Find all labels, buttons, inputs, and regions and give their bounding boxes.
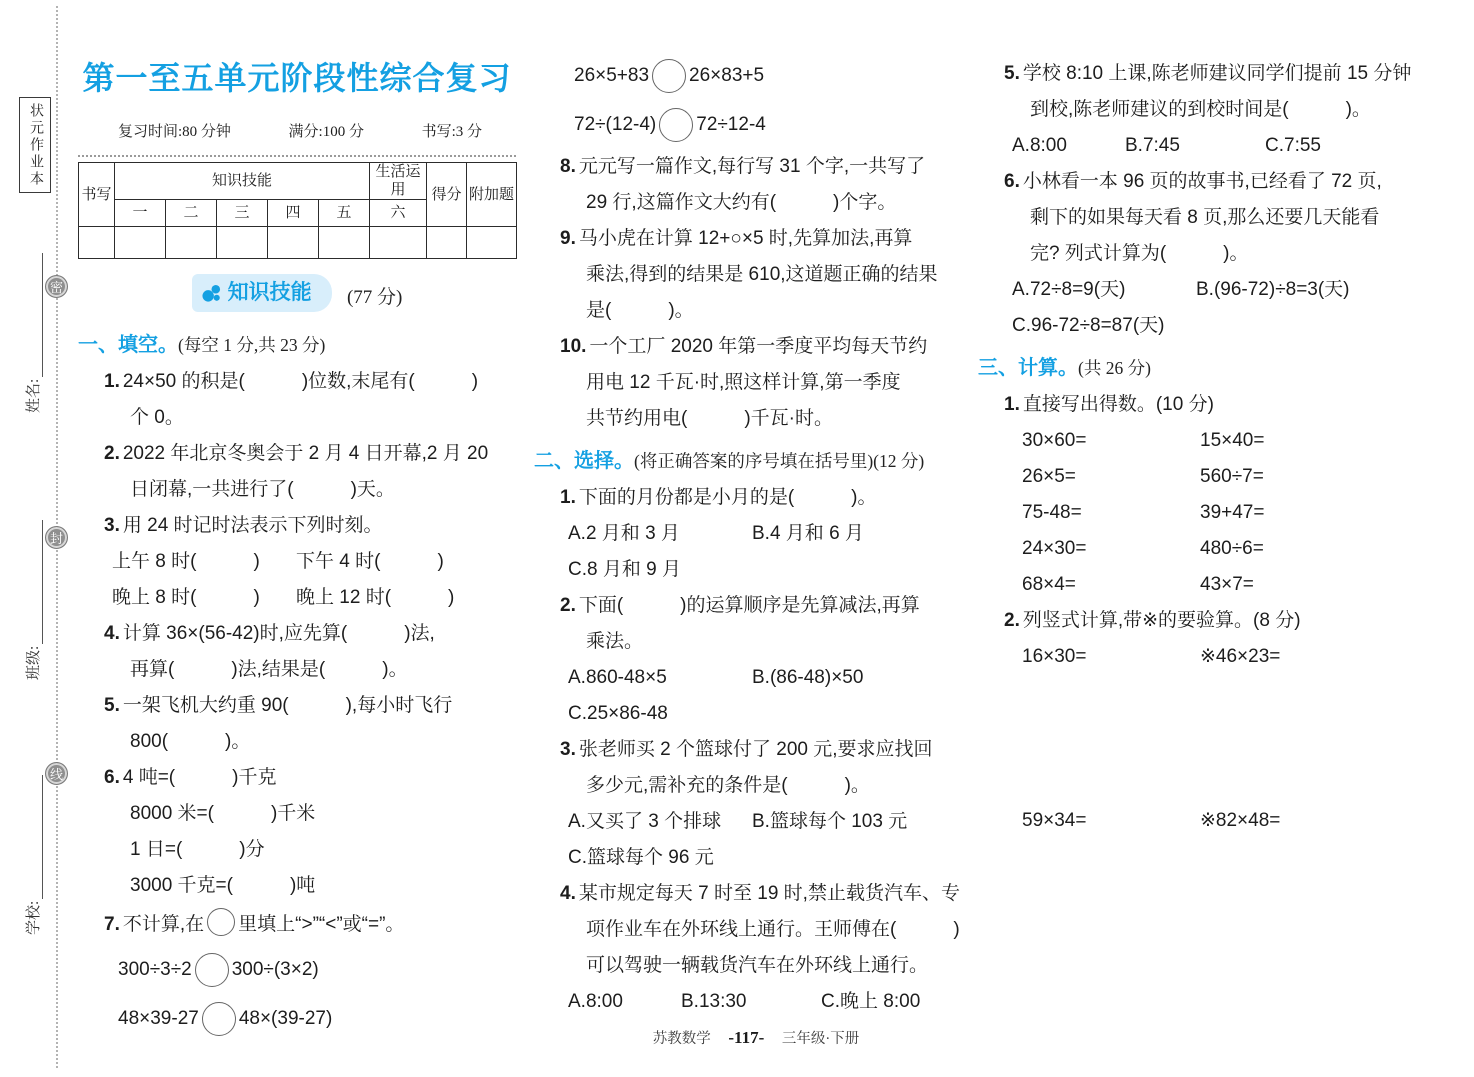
score-table-col4: 四 <box>268 200 319 227</box>
name-field <box>23 253 43 413</box>
score-cell-empty <box>166 227 217 259</box>
option-row <box>534 696 986 732</box>
question-text: 一个工厂 2020 年第一季度平均每天节约 <box>589 336 928 357</box>
question-text: 项作业车在外环线上通行。王师傅在( ) <box>586 919 960 940</box>
expression-right: 300÷(3×2) <box>231 959 319 980</box>
fill-q3-row1 <box>78 544 516 580</box>
question-line <box>78 508 516 544</box>
section-fill-meta: (每空 1 分,共 23 分) <box>178 334 326 355</box>
class-label: 班级: <box>26 645 42 680</box>
math-item: 15×40= <box>1200 430 1265 451</box>
option-b: B.篮球每个 103 元 <box>752 811 908 832</box>
page-title: 第一至五单元阶段性综合复习 <box>82 60 512 96</box>
question-text: 是( )。 <box>586 300 694 321</box>
compare-circle-blank <box>207 908 235 936</box>
question-text: 一架飞机大约重 90( ),每小时飞行 <box>122 694 453 716</box>
score-cell-empty <box>115 227 166 259</box>
option-b: B.4 月和 6 月 <box>752 523 864 544</box>
section-fill-title: 一、填空。 <box>78 333 178 356</box>
question-text: 计算 36×(56-42)时,应先算( )法, <box>122 622 435 644</box>
math-item: 43×7= <box>1200 574 1254 595</box>
question-text: 用电 12 千瓦·时,照这样计算,第一季度 <box>586 372 901 393</box>
question-line <box>534 149 986 185</box>
question-text: 24×50 的积是( )位数,末尾有( ) <box>122 370 479 392</box>
question-text: 张老师买 2 个篮球付了 200 元,要求应找回 <box>578 739 933 760</box>
question-number: 2. <box>560 595 576 616</box>
option-row <box>534 552 986 588</box>
seal-badge-feng: 封 <box>45 526 68 549</box>
expression-left: 48×39-27 <box>118 1008 199 1029</box>
footer-grade: 三年级·下册 <box>781 1031 860 1047</box>
question-number: 1. <box>1004 394 1020 415</box>
score-table-col2: 二 <box>166 200 217 227</box>
vertical-calc-row <box>978 803 1448 839</box>
score-table-col6: 六 <box>370 200 427 227</box>
question-text: 列竖式计算,带※的要验算。(8 分) <box>1022 610 1301 631</box>
question-line <box>534 876 986 912</box>
compare-circle-blank <box>659 108 693 142</box>
section-calc-head <box>978 350 1448 387</box>
question-line <box>534 221 986 257</box>
question-text: 小林看一本 96 页的故事书,已经看了 72 页, <box>1022 171 1382 192</box>
question-text: 多少元,需补充的条件是( )。 <box>586 775 870 796</box>
expression-left: 300÷3÷2 <box>118 959 192 980</box>
option-c: C.晚上 8:00 <box>821 991 921 1012</box>
question-line <box>978 92 1448 128</box>
score-cell-empty <box>467 227 517 259</box>
option-b: B.13:30 <box>681 991 747 1012</box>
question-line <box>78 868 516 904</box>
compare-circle-blank <box>195 953 229 987</box>
question-line <box>534 257 986 293</box>
brand-box: 状元作业本 <box>19 97 51 193</box>
question-text: 29 行,这篇作文大约有( )个字。 <box>586 192 897 213</box>
option-c: C.8 月和 9 月 <box>568 559 681 580</box>
question-text: 直接写出得数。(10 分) <box>1022 394 1214 415</box>
question-text: 下面( )的运算顺序是先算减法,再算 <box>578 595 920 616</box>
question-text: 元元写一篇作文,每行写 31 个字,一共写了 <box>578 156 926 177</box>
class-blank-line <box>42 520 43 644</box>
column-1 <box>78 58 516 1044</box>
question-line <box>534 768 986 804</box>
option-row <box>978 308 1448 344</box>
knowledge-skill-badge <box>192 274 332 312</box>
option-row <box>534 660 986 696</box>
expression-right: 48×(39-27) <box>238 1008 333 1029</box>
question-line <box>534 365 986 401</box>
question-text: 2022 年北京冬奥会于 2 月 4 日开幕,2 月 20 <box>122 442 489 464</box>
option-a: A.8:00 <box>568 991 623 1012</box>
question-text: 3000 千克=( )吨 <box>130 874 316 896</box>
math-item: 75-48= <box>1022 502 1082 523</box>
section-choice-head <box>534 443 986 480</box>
math-item: 30×60= <box>1022 430 1087 451</box>
school-blank-line <box>42 775 43 899</box>
score-table-life: 生活运用 <box>370 163 427 200</box>
question-text: 可以驾驶一辆载货汽车在外环线上通行。 <box>586 955 929 976</box>
question-number: 5. <box>1004 63 1020 84</box>
compare-circle-blank <box>652 59 686 93</box>
badge-score: (77 分) <box>346 286 403 308</box>
question-line <box>78 364 516 400</box>
math-item: 16×30= <box>1022 646 1087 667</box>
option-c: C.25×86-48 <box>568 703 668 724</box>
score-cell-empty <box>319 227 370 259</box>
name-label: 姓名: <box>26 378 42 413</box>
question-line <box>78 436 516 472</box>
score-table-col5: 五 <box>319 200 370 227</box>
section-badge-row <box>78 274 516 315</box>
compare-row <box>534 51 986 100</box>
question-number: 6. <box>104 766 120 788</box>
question-text: 不计算,在 <box>122 913 205 935</box>
question-line <box>534 624 986 660</box>
page-footer <box>526 1027 986 1050</box>
question-text: 马小虎在计算 12+○×5 时,先算加法,再算 <box>578 228 913 249</box>
fill-blank-item: 下午 4 时( ) <box>296 550 444 572</box>
option-b: B.(86-48)×50 <box>752 667 864 688</box>
question-text: 乘法,得到的结果是 610,这道题正确的结果 <box>586 264 938 285</box>
question-line <box>78 616 516 652</box>
question-line <box>534 912 986 948</box>
question-text: 剩下的如果每天看 8 页,那么还要几天能看 <box>1030 207 1380 228</box>
question-line <box>534 329 986 365</box>
math-item: ※46×23= <box>1200 646 1281 667</box>
question-line <box>534 293 986 329</box>
question-text: 日闭幕,一共进行了( )天。 <box>130 478 395 500</box>
question-number: 5. <box>104 694 120 716</box>
question-text: 再算( )法,结果是( )。 <box>130 658 408 680</box>
option-row <box>534 804 986 840</box>
option-b: B.(96-72)÷8=3(天) <box>1196 279 1350 300</box>
question-line <box>534 401 986 437</box>
question-line <box>78 796 516 832</box>
question-number: 7. <box>104 913 120 935</box>
compare-row <box>534 100 986 149</box>
question-text: 学校 8:10 上课,陈老师建议同学们提前 15 分钟 <box>1022 63 1412 84</box>
school-field <box>23 775 43 935</box>
question-text: 到校,陈老师建议的到校时间是( )。 <box>1030 99 1371 120</box>
option-c: C.篮球每个 96 元 <box>568 847 714 868</box>
question-number: 2. <box>104 442 120 464</box>
dots-cluster-icon <box>202 284 221 303</box>
math-item: 39+47= <box>1200 502 1265 523</box>
math-item: ※82×48= <box>1200 810 1281 831</box>
expression-right: 26×83+5 <box>689 64 765 86</box>
question-line <box>78 472 516 508</box>
question-text: 8000 米=( )千米 <box>130 802 316 824</box>
question-line <box>78 904 516 946</box>
question-text: 某市规定每天 7 时至 19 时,禁止载货汽车、专 <box>578 883 960 904</box>
footer-book: 苏教数学 <box>652 1031 711 1047</box>
fill-blank-item: 上午 8 时( ) <box>112 550 260 572</box>
meta-review-time: 复习时间:80 分钟 <box>118 124 231 140</box>
option-c: C.7:55 <box>1265 135 1321 156</box>
compare-row <box>78 946 516 995</box>
expression-left: 72÷(12-4) <box>574 113 657 135</box>
question-text: 下面的月份都是小月的是( )。 <box>578 487 877 508</box>
option-b: B.7:45 <box>1125 135 1180 156</box>
question-text: 4 吨=( )千克 <box>122 766 277 788</box>
question-number: 10. <box>560 336 587 357</box>
score-table-knowledge: 知识技能 <box>115 163 370 200</box>
math-item: 59×34= <box>1022 810 1087 831</box>
question-line <box>78 760 516 796</box>
class-field <box>23 520 43 680</box>
score-table-col3: 三 <box>217 200 268 227</box>
question-line <box>78 724 516 760</box>
question-line <box>534 480 986 516</box>
mental-math-row <box>978 531 1448 567</box>
question-number: 4. <box>104 622 120 644</box>
question-text: 个 0。 <box>130 406 184 428</box>
fill-blank-item: 晚上 8 时( ) <box>112 586 260 608</box>
option-row <box>534 516 986 552</box>
question-text: 用 24 时记时法表示下列时刻。 <box>122 514 383 536</box>
option-a: A.860-48×5 <box>568 667 667 688</box>
score-table-score: 得分 <box>427 163 467 227</box>
mental-math-row <box>978 495 1448 531</box>
fill-blank-item: 晚上 12 时( ) <box>296 586 455 608</box>
question-number: 9. <box>560 228 576 249</box>
option-a: A.72÷8=9(天) <box>1012 279 1126 300</box>
score-table-writing: 书写 <box>79 163 115 227</box>
question-line <box>534 948 986 984</box>
seal-badge-xian: 线 <box>45 762 68 785</box>
column-3 <box>978 56 1448 839</box>
footer-page-number: -117- <box>728 1028 765 1047</box>
meta-writing-score: 书写:3 分 <box>421 124 482 140</box>
math-item: 560÷7= <box>1200 466 1264 487</box>
question-line <box>534 185 986 221</box>
seal-badge-mi: 密 <box>45 275 68 298</box>
question-number: 4. <box>560 883 576 904</box>
question-number: 8. <box>560 156 576 177</box>
question-line <box>978 200 1448 236</box>
score-cell-empty <box>217 227 268 259</box>
score-table-col1: 一 <box>115 200 166 227</box>
expression-right: 72÷12-4 <box>696 113 766 135</box>
section-calc-title: 三、计算。 <box>978 357 1078 379</box>
school-label: 学校: <box>26 900 42 935</box>
section-calc-meta: (共 26 分) <box>1078 358 1151 378</box>
exam-meta <box>78 122 516 142</box>
compare-row <box>78 995 516 1044</box>
question-number: 1. <box>560 487 576 508</box>
question-text: 共节约用电( )千瓦·时。 <box>586 408 833 429</box>
score-cell-empty <box>427 227 467 259</box>
score-cell-empty <box>268 227 319 259</box>
mental-math-row <box>978 567 1448 603</box>
option-a: A.8:00 <box>1012 135 1067 156</box>
math-item: 26×5= <box>1022 466 1076 487</box>
question-line <box>534 732 986 768</box>
math-item: 24×30= <box>1022 538 1087 559</box>
question-number: 1. <box>104 370 120 392</box>
question-number: 6. <box>1004 171 1020 192</box>
score-table <box>78 162 517 259</box>
vertical-calc-row <box>978 639 1448 675</box>
question-text: 乘法。 <box>586 631 644 652</box>
section-choice-meta: (将正确答案的序号填在括号里)(12 分) <box>634 451 925 471</box>
score-table-bonus: 附加题 <box>467 163 517 227</box>
question-number: 3. <box>560 739 576 760</box>
fill-q3-row2 <box>78 580 516 616</box>
question-text: 完? 列式计算为( )。 <box>1030 243 1249 264</box>
question-line <box>978 56 1448 92</box>
question-text: 1 日=( )分 <box>130 838 265 860</box>
name-blank-line <box>42 253 43 377</box>
question-line <box>534 588 986 624</box>
option-row <box>978 128 1448 164</box>
mental-math-row <box>978 459 1448 495</box>
dotted-divider <box>78 155 516 157</box>
question-line <box>978 236 1448 272</box>
question-line <box>978 164 1448 200</box>
option-row <box>534 984 986 1020</box>
question-text: 800( )。 <box>130 730 251 752</box>
option-row <box>978 272 1448 308</box>
question-number: 2. <box>1004 610 1020 631</box>
badge-label: 知识技能 <box>227 281 312 304</box>
option-a: A.又买了 3 个排球 <box>568 811 722 832</box>
question-line <box>78 400 516 436</box>
compare-circle-blank <box>202 1002 236 1036</box>
meta-full-score: 满分:100 分 <box>288 124 364 140</box>
column-2 <box>534 51 986 1020</box>
question-number: 3. <box>104 514 120 536</box>
question-text: 里填上“>”“<”或“=”。 <box>238 913 405 935</box>
section-choice-title: 二、选择。 <box>534 450 634 472</box>
score-cell-empty <box>370 227 427 259</box>
option-row <box>534 840 986 876</box>
score-cell-empty <box>79 227 115 259</box>
question-line <box>978 387 1448 423</box>
question-line <box>78 832 516 868</box>
option-c: C.96-72÷8=87(天) <box>1012 315 1165 336</box>
question-line <box>78 688 516 724</box>
option-a: A.2 月和 3 月 <box>568 523 680 544</box>
math-item: 480÷6= <box>1200 538 1264 559</box>
expression-left: 26×5+83 <box>574 64 650 86</box>
mental-math-row <box>978 423 1448 459</box>
question-line <box>978 603 1448 639</box>
math-item: 68×4= <box>1022 574 1076 595</box>
section-fill-head <box>78 327 516 364</box>
question-line <box>78 652 516 688</box>
